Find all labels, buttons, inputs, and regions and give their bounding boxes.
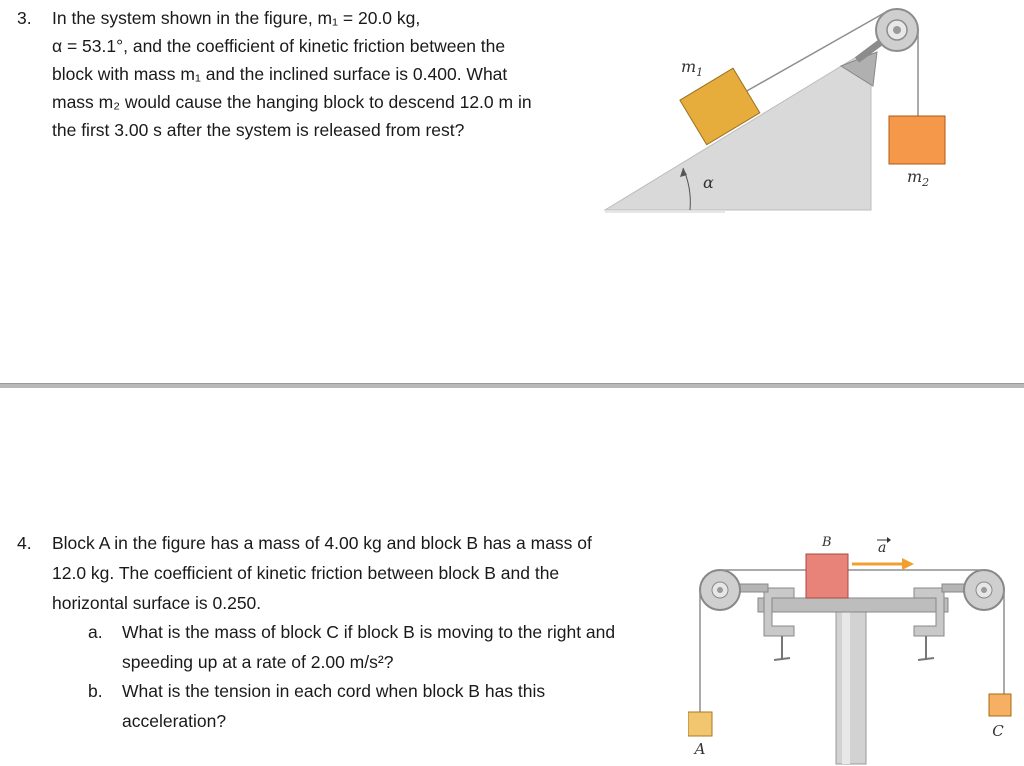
block-m2 [889,116,945,164]
block-B [806,554,848,598]
block-A [688,712,712,736]
label-m2: $m_2$ [907,167,930,189]
problem-3-line: block with mass m₁ and the inclined surface is 0.400. What [52,64,508,84]
incline-surface [605,48,871,210]
problem-4-line: Block A in the figure has a mass of 4.00 kg and block B has a mass of [52,533,592,553]
part-line: speeding up at a rate of 2.00 m/s²? [122,652,394,672]
problem-3-number: 3. [17,8,32,28]
part-line: acceleration? [122,711,227,731]
label-B: B [822,535,832,550]
part-label: a. [88,622,103,642]
problem-4-number: 4. [17,533,32,553]
section-divider [0,383,1024,388]
table-top [758,598,948,612]
problem-3-line: the first 3.00 s after the system is released from rest? [52,120,465,140]
problem-4-line: 12.0 kg. The coefficient of kinetic friction between block B and the [52,563,560,583]
label-C: C [992,722,1004,740]
problem-4-line: horizontal surface is 0.250. [52,593,262,613]
problem-3-line: mass m₂ would cause the hanging block to descend 12.0 m in [52,92,532,112]
part-line: What is the tension in each cord when block B has this [122,681,546,701]
table-leg [836,610,866,764]
label-A: A [694,740,706,758]
table-pulleys-figure [688,530,1024,766]
part-label: b. [88,681,103,701]
label-a: a [878,540,887,556]
part-line: What is the mass of block C if block B is moving to the right and [122,622,616,642]
block-C [989,694,1011,716]
problem-3-line: α = 53.1°, and the coefficient of kinetic friction between the [52,36,506,56]
label-m1: $m_1$ [681,57,704,79]
incline-pulley-figure [595,0,955,220]
problem-3-line: In the system shown in the figure, m₁ = 20.0 kg, [52,8,421,28]
label-alpha: α [703,173,714,192]
